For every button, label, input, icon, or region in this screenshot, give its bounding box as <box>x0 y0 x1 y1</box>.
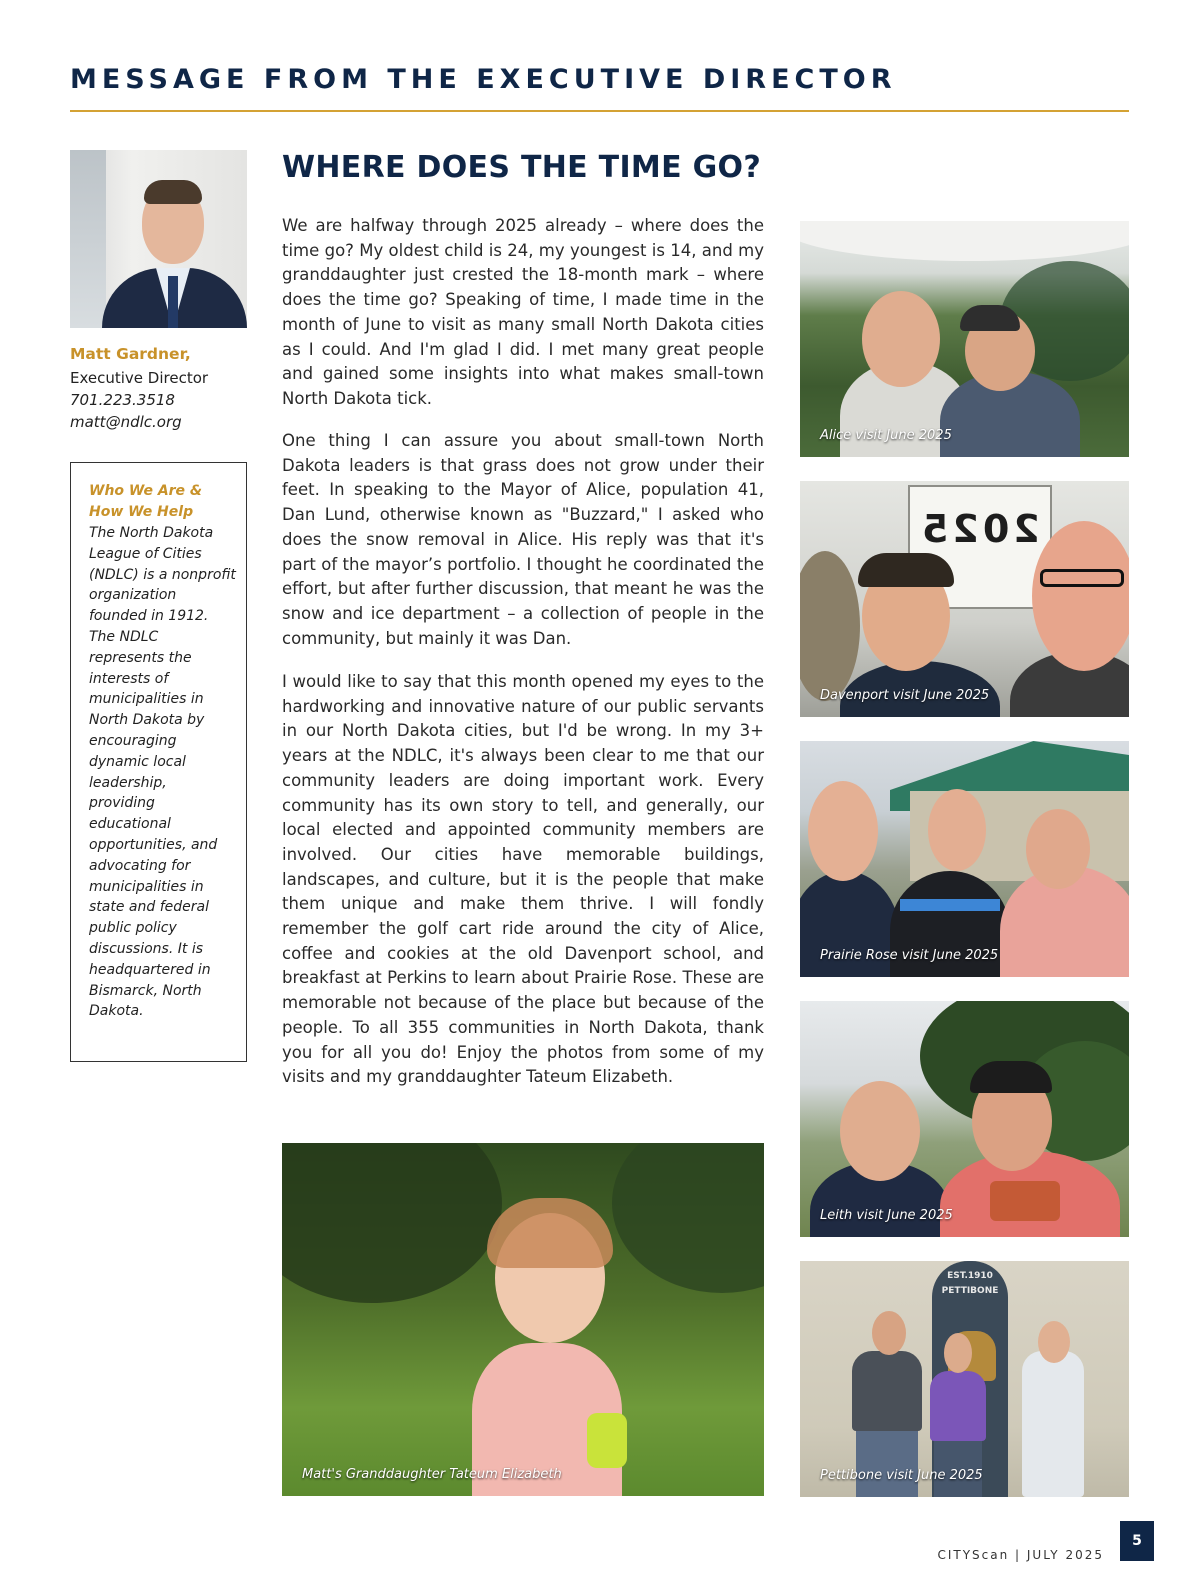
davenport-caption: Davenport visit June 2025 <box>820 688 990 703</box>
pettibone-sign-name: PETTIBONE <box>941 1286 999 1296</box>
about-body: The North Dakota League of Cities (NDLC) is a nonprofit organization founded in 1912. The NDLC represents the interests of municipalities in North Dakota by encouraging dynamic local leadership, providing educational opportunities, and advocating for municipalities in state and federal public policy discussions. It is headquartered in Bismarck, North Dakota. <box>89 525 236 1020</box>
article-paragraph-3: I would like to say that this month opened my eyes to the hardworking and innovative nature of our public servants in our North Dakota cities, but I'd be wrong. In my 3+ years at the NDLC, it's always been clear to me that our community leaders are doing important work. Every community has its own story to tell, and generally, our local elected and appointed community members are involved. Our cities have memorable buildings, landscapes, and culture, but it is the people that make them unique and make them thrive. I will fondly remember the golf cart ride around the city of Alice, coffee and cookies at the old Davenport school, and breakfast at Perkins to learn about Prairie Rose. These are memorable not because of the place but because of the people. To all 355 communities in North Dakota, thank you for all you do! Enjoy the photos from some of my visits and my granddaughter Tateum Elizabeth. <box>282 672 764 1087</box>
pettibone-caption: Pettibone visit June 2025 <box>820 1468 983 1483</box>
pettibone-sign-established: EST.1910 <box>947 1271 993 1281</box>
page-number: 5 <box>1120 1521 1154 1561</box>
author-portrait <box>70 150 247 328</box>
prairie-rose-caption: Prairie Rose visit June 2025 <box>820 948 999 963</box>
pettibone-visit-photo <box>800 1261 1129 1497</box>
footer-publication: CITYScan | JULY 2025 <box>937 1548 1104 1562</box>
article-headline: WHERE DOES THE TIME GO? <box>282 150 762 185</box>
author-role: Executive Director <box>70 369 209 387</box>
article-paragraph-2: One thing I can assure you about small-town North Dakota leaders is that grass does not grow under their feet. In speaking to the Mayor of Alice, population 41, Dan Lund, otherwise known as "Buzzard," I asked who does the snow removal in Alice. His reply was that it's part of the mayor’s portfolio. I thought he coordinated the effort, but after further discussion, that meant he was the snow and ice department – a collection of people in the community, but mainly it was Dan. <box>282 431 764 648</box>
alice-caption: Alice visit June 2025 <box>820 428 952 443</box>
article-paragraph-1: We are halfway through 2025 already – where does the time go? My oldest child is 24, my youngest is 14, and my granddaughter just crested the 18-month mark – where does the time go? Speaking of time, I made time in the month of June to visit as many small North Dakota cities as I could. And I'm glad I did. I met many great people and gained some insights into what makes small-town North Dakota tick. <box>282 216 764 408</box>
header-divider <box>70 110 1129 112</box>
author-name: Matt Gardner, <box>70 345 191 363</box>
leith-visit-photo <box>800 1001 1129 1237</box>
prairie-rose-visit-photo <box>800 741 1129 977</box>
leith-caption: Leith visit June 2025 <box>820 1208 953 1223</box>
davenport-calendar-sign: 2025 <box>918 507 1040 551</box>
alice-visit-photo <box>800 221 1129 457</box>
about-box <box>70 462 247 1062</box>
granddaughter-photo <box>282 1143 764 1496</box>
author-phone: 701.223.3518 <box>70 391 175 409</box>
section-title: MESSAGE FROM THE EXECUTIVE DIRECTOR <box>70 64 897 95</box>
granddaughter-caption: Matt's Granddaughter Tateum Elizabeth <box>302 1467 562 1482</box>
davenport-visit-photo <box>800 481 1129 717</box>
author-email: matt@ndlc.org <box>70 413 182 431</box>
about-heading: Who We Are & How We Help <box>89 483 203 520</box>
